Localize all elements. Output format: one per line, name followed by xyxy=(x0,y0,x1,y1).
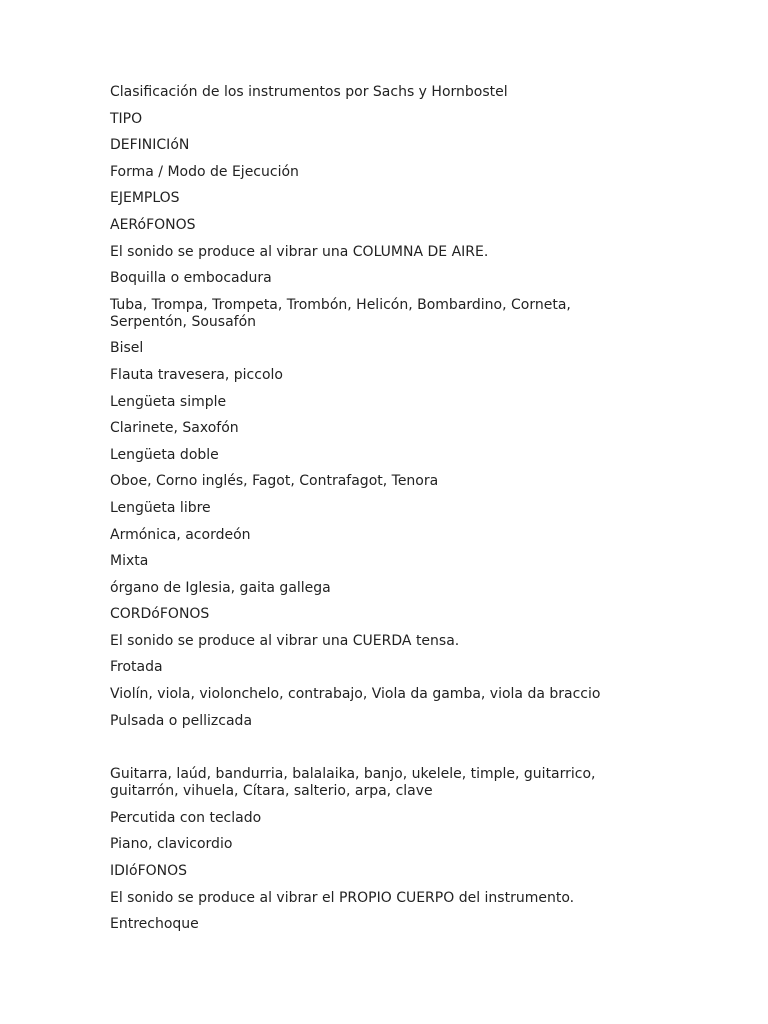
mode-frotada: Frotada xyxy=(110,659,163,676)
examples-pulsada: Guitarra, laúd, bandurria, balalaika, banjo, ukelele, timple, guitarrico, guitarrón, vihuela, Cítara, salterio, arpa, clave xyxy=(110,766,596,800)
column-header-definicion: DEFINICIóN xyxy=(110,137,190,154)
column-header-ejemplos: EJEMPLOS xyxy=(110,190,180,207)
mode-mixta: Mixta xyxy=(110,553,149,570)
category-cordofonos: CORDóFONOS xyxy=(110,606,210,623)
examples-mixta: órgano de Iglesia, gaita gallega xyxy=(110,579,331,596)
examples-lengueta-doble: Oboe, Corno inglés, Fagot, Contrafagot, Tenora xyxy=(110,473,439,490)
document-page xyxy=(110,84,630,943)
document-title: Clasificación de los instrumentos por Sachs y Hornbostel xyxy=(110,84,508,100)
definition-cordofonos: El sonido se produce al vibrar una CUERDA tensa. xyxy=(110,632,460,649)
examples-percutida-teclado: Piano, clavicordio xyxy=(110,836,233,853)
category-idiofonos: IDIóFONOS xyxy=(110,863,188,880)
mode-lengueta-simple: Lengüeta simple xyxy=(110,393,227,410)
examples-lengueta-libre: Armónica, acordeón xyxy=(110,526,251,543)
examples-frotada: Violín, viola, violonchelo, contrabajo, Viola da gamba, viola da braccio xyxy=(110,686,601,703)
mode-bisel: Bisel xyxy=(110,340,144,357)
mode-lengueta-libre: Lengüeta libre xyxy=(110,499,211,516)
definition-aerofonos: El sonido se produce al vibrar una COLUMNA DE AIRE. xyxy=(110,243,489,260)
mode-boquilla: Boquilla o embocadura xyxy=(110,270,272,287)
column-header-tipo: TIPO xyxy=(110,110,143,127)
mode-entrechoque: Entrechoque xyxy=(110,916,199,933)
mode-percutida-teclado: Percutida con teclado xyxy=(110,809,262,826)
category-aerofonos: AERóFONOS xyxy=(110,216,196,233)
column-header-forma: Forma / Modo de Ejecución xyxy=(110,163,299,180)
blank-gap xyxy=(110,739,630,766)
definition-idiofonos: El sonido se produce al vibrar el PROPIO CUERPO del instrumento. xyxy=(110,889,575,906)
examples-lengueta-simple: Clarinete, Saxofón xyxy=(110,420,239,437)
examples-bisel: Flauta travesera, piccolo xyxy=(110,366,283,383)
mode-pulsada: Pulsada o pellizcada xyxy=(110,712,253,729)
examples-boquilla: Tuba, Trompa, Trompeta, Trombón, Helicón, Bombardino, Corneta, Serpentón, Sousafón xyxy=(110,296,571,330)
mode-lengueta-doble: Lengüeta doble xyxy=(110,446,219,463)
